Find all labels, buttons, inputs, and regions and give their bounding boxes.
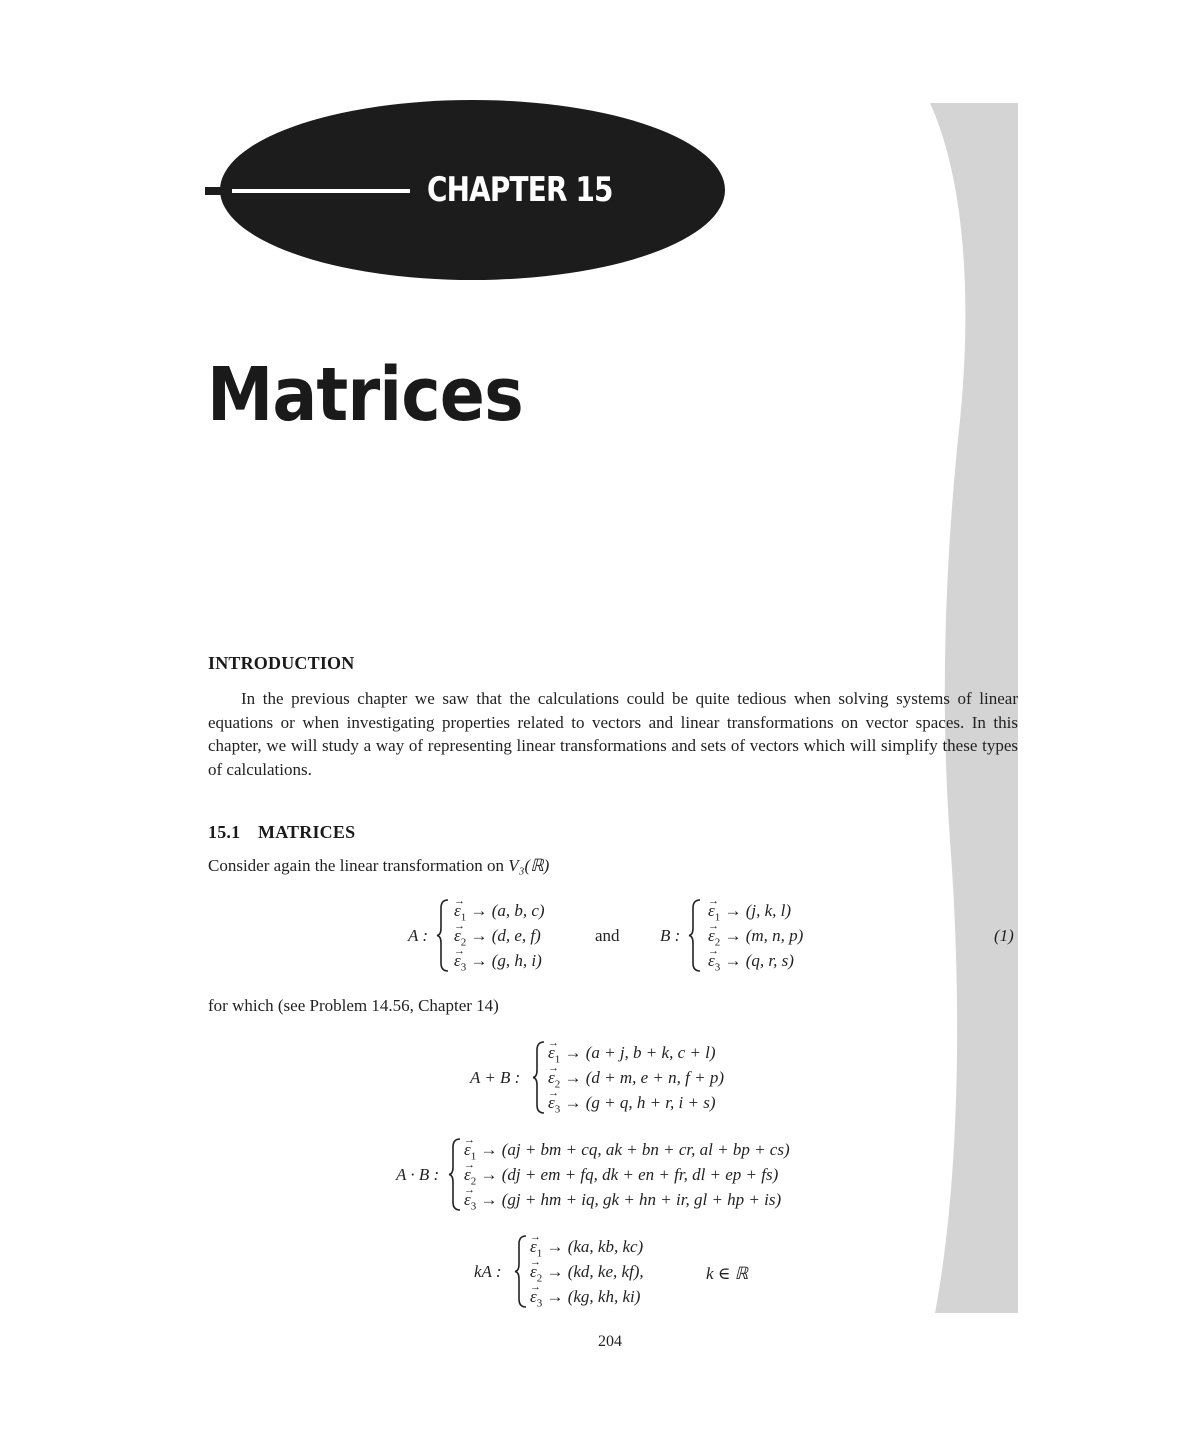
- equation-row: → $\varepsilon_2 \to (d + m$, e + n, f + p): [548, 1065, 724, 1090]
- equation-row: → $\varepsilon_3 \to (q$, r, s): [708, 948, 803, 973]
- equation-lhs: B :: [660, 925, 681, 945]
- equation-row: → $\varepsilon_1 \to (a$, b, c): [454, 898, 545, 923]
- chapter-label: CHAPTER 15: [427, 170, 613, 210]
- left-brace: [532, 1040, 546, 1115]
- vector-space-symbol: V₃(ℝ): [508, 856, 550, 875]
- equation-row: → $\varepsilon_1 \to (a + j$, b + k, c + l): [548, 1040, 724, 1065]
- equation-row: → $\varepsilon_2 \to (m$, n, p): [708, 923, 803, 948]
- equation-number: (1): [994, 926, 1014, 945]
- introduction-heading: INTRODUCTION: [208, 653, 355, 673]
- equation-lhs: A :: [408, 925, 428, 945]
- equation-lhs: A + B :: [470, 1067, 521, 1087]
- left-brace: [436, 898, 450, 973]
- left-brace: [448, 1137, 462, 1212]
- chapter-title: Matrices: [207, 352, 523, 438]
- transformation-B: [660, 898, 830, 973]
- chapter-rule-inner: [232, 189, 410, 193]
- equation-lhs: A · B :: [396, 1164, 440, 1184]
- section-number: 15.1: [208, 822, 241, 842]
- transformation-product: [396, 1137, 836, 1212]
- introduction-paragraph: In the previous chapter we saw that the calculations could be quite tedious when solving systems of linear equations or when investigating properties related to vectors and linear transformations on vector spaces. In this chapter, we will study a way of representing linear transformations and sets of vectors which will simplify these types of calculations.: [208, 689, 1018, 779]
- equation-lhs: kA :: [474, 1261, 502, 1281]
- transformation-sum: [470, 1040, 770, 1115]
- page-number: 204: [598, 1333, 622, 1350]
- consider-text: Consider again the linear transformation on: [208, 856, 504, 875]
- section-heading: [208, 822, 355, 843]
- equation-row: → $\varepsilon_3 \to (g$, h, i): [454, 948, 545, 973]
- scalar-condition: k ∈ ℝ: [706, 1264, 749, 1283]
- and-word: and: [595, 926, 620, 945]
- for-which-line: for which (see Problem 14.56, Chapter 14): [208, 996, 499, 1015]
- consider-line: [208, 856, 549, 876]
- transformation-scalar: [474, 1234, 684, 1309]
- left-brace: [688, 898, 702, 973]
- equation-row: → $\varepsilon_1 \to (aj$ + bm + cq, ak + bn + cr, al + bp + cs): [464, 1137, 790, 1162]
- equation-row: → $\varepsilon_1 \to (ka$, kb, kc): [530, 1234, 644, 1259]
- equation-row: → $\varepsilon_2 \to (dj$ + em + fq, dk + en + fr, dl + ep + fs): [464, 1162, 790, 1187]
- left-brace: [514, 1234, 528, 1309]
- equation-row: → $\varepsilon_1 \to (j$, k, l): [708, 898, 803, 923]
- equation-row: → $\varepsilon_2 \to (d$, e, f): [454, 923, 545, 948]
- section-title: MATRICES: [258, 822, 356, 842]
- equation-row: → $\varepsilon_3 \to (kg$, kh, ki): [530, 1284, 644, 1309]
- equation-row: → $\varepsilon_3 \to (g + q$, h + r, i + s): [548, 1090, 724, 1115]
- equation-row: → $\varepsilon_3 \to (gj$ + hm + iq, gk + hn + ir, gl + hp + is): [464, 1187, 790, 1212]
- transformation-A: [408, 898, 568, 973]
- equation-row: → $\varepsilon_2 \to (kd$, ke, kf),: [530, 1259, 644, 1284]
